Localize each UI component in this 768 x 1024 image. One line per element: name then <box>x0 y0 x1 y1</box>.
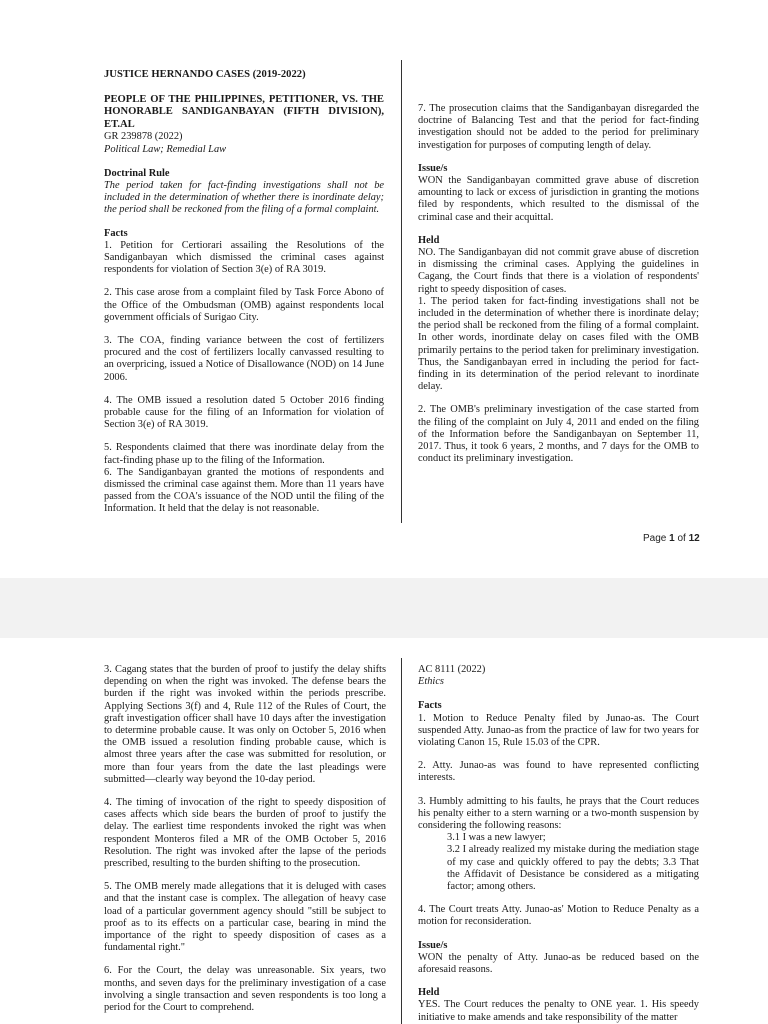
case-title: PEOPLE OF THE PHILIPPINES, PETITIONER, VS. THE HONORABLE SANDIGANBAYAN (FIFTH DIVISION), ET.AL <box>104 93 384 130</box>
page1-left-column <box>104 69 384 516</box>
issue-text: WON the penalty of Atty. Junao-as be reduced based on the aforesaid reasons. <box>418 951 699 976</box>
held-heading: Held <box>418 234 440 246</box>
fact-paragraph: 1. Petition for Certiorari assailing the Resolutions of the Sandiganbayan which dismissed the criminal cases against respondents for violation of Section 3(e) of RA 3019. <box>104 239 384 276</box>
column-divider <box>401 60 402 523</box>
fact-paragraph: 6. The Sandiganbayan granted the motions of respondents and dismissed the criminal case against them. More than 11 years have passed from the COA's issuance of the NOD until the filing of the Information. It held that the delay is not reasonable. <box>104 466 384 515</box>
fact-paragraph: 4. The Court treats Atty. Junao-as' Motion to Reduce Penalty as a motion for reconsideration. <box>418 904 699 928</box>
page-gap <box>0 578 768 638</box>
doctrinal-heading: Doctrinal Rule <box>104 167 170 179</box>
fact-paragraph: 2. This case arose from a complaint filed by Task Force Abono of the Office of the Ombudsman (OMB) against respondents local government officials of Surigao City. <box>104 287 384 323</box>
fact-paragraph: 1. Motion to Reduce Penalty filed by Junao-as. The Court suspended Atty. Junao-as from the practice of law for two years for violating Canon 15, Rule 15.03 of the CPR. <box>418 712 699 749</box>
doctrinal-text: The period taken for fact-finding investigations shall not be included in the determination of whether there is inordinate delay; the period shall be reckoned from the filing of a formal complaint. <box>104 179 384 216</box>
facts-heading: Facts <box>418 700 442 712</box>
facts-heading: Facts <box>104 227 128 239</box>
case-number: AC 8111 (2022) <box>418 664 486 675</box>
held-paragraph: 2. The OMB's preliminary investigation of the case started from the filing of the complaint on July 4, 2011 and ended on the filing of the Information before the Sandiganbayan on September 11, 2017. Thus, it took 6 years, 2 months, and 7 days for the OMB to conduct its preliminary investigation. <box>418 404 699 465</box>
issue-heading: Issue/s <box>418 162 448 174</box>
fact-paragraph: 2. Atty. Junao-as was found to have represented conflicting interests. <box>418 760 699 784</box>
held-paragraph: 1. The period taken for fact-finding investigations shall not be included in the determination of whether there is inordinate delay; the period shall be reckoned from the filing of a formal complaint. In other words, inordinate delay on cases filed with the OMB primarily pertains to the period taken for preliminary investigation. Thus, the Sandiganbayan erred in including the period for fact-finding in its determination of the period relevant to inordinate delay. <box>418 295 699 393</box>
document-page-2 <box>0 638 768 1024</box>
reason-item: 3.1 I was a new lawyer; <box>447 832 546 844</box>
held-text: YES. The Court reduces the penalty to ONE year. 1. His speedy initiative to make amends and take responsibility of the matter <box>418 999 699 1023</box>
held-paragraph: 5. The OMB merely made allegations that it is deluged with cases and that the instant case is complex. The allegation of heavy case load of a particular government agency should "still be subject to proof as to its effects on a particular case, bearing in mind the importance of the right to speedy disposition of cases as a fundamental right." <box>104 881 386 954</box>
gr-number: GR 239878 (2022) <box>104 131 183 143</box>
page-number: Page 1 of 12 <box>643 533 700 544</box>
held-paragraph: 6. For the Court, the delay was unreasonable. Six years, two months, and seven days for the preliminary investigation of a case involving a single transaction and seven respondents is too long a period for the Court to comprehend. <box>104 965 386 1014</box>
held-text: NO. The Sandiganbayan did not commit grave abuse of discretion in dismissing the criminal cases. Applying the guidelines in Cagang, the Court finds that there is a violation of respondents' right to speedy disposition of cases. <box>418 247 699 295</box>
case-subject: Ethics <box>418 676 444 688</box>
held-heading: Held <box>418 987 440 999</box>
held-paragraph: 3. Cagang states that the burden of proof to justify the delay shifts depending on when the right was invoked. The defense bears the burden if the right was invoked within the periods prescribe. Applying Sections 3(f) and 4, Rule 112 of the Rules of Court, the graft investigation officer shall have 10 days after the investigation to determine probable cause. It was only on October 5, 2016 when the OMB issued a resolution finding probable cause, which is almost three years after the case was submitted for resolution, or more than four years from the date the last pleadings were submitted—clearly way beyond the 10-day period. <box>104 664 386 785</box>
fact-paragraph: 4. The OMB issued a resolution dated 5 October 2016 finding probable cause for the filing of an Information for violation of Section 3(e) of RA 3019. <box>104 394 384 431</box>
fact-paragraph: 3. Humbly admitting to his faults, he prays that the Court reduces his penalty either to a stern warning or a two-month suspension by considering the following reasons: <box>418 795 699 832</box>
fact-paragraph: 7. The prosecution claims that the Sandiganbayan disregarded the doctrine of Balancing Test and that the period for fact-finding investigation should not be added to the period for preliminary investigation for purposes of computing length of delay. <box>418 103 699 151</box>
held-paragraph: 4. The timing of invocation of the right to speedy disposition of cases affects which side bears the burden of proof to justify the delay. The earliest time respondents invoked the right was when respondent Monteros filed a MR of the OMB October 5, 2016 Resolution. The right was invoked after the lapse of the periods prescribed, resulting to the burden shifting to the prosecution. <box>104 797 386 870</box>
issue-text: WON the Sandiganbayan committed grave abuse of discretion amounting to lack or excess of jurisdiction in granting the motions filed by respondents, which resulted to the dismissal of the criminal case and their acquittal. <box>418 175 699 223</box>
fact-paragraph: 3. The COA, finding variance between the cost of fertilizers procured and the cost of fertilizers locally canvassed resulting to an overpricing, issued a Notice of Disallowance (NOD) on 14 June 2006. <box>104 335 384 383</box>
page1-right-column <box>418 66 699 476</box>
column-divider <box>401 658 402 1024</box>
reason-item: 3.2 I already realized my mistake during the mediation stage of my case and quickly offered to pay the debts; 3.3 That the Affidavit of Desistance be considered as a mitigating factor; among others. <box>447 844 699 893</box>
fact-paragraph: 5. Respondents claimed that there was inordinate delay from the fact-finding phase up to the filing of the Information. <box>104 442 384 466</box>
collection-header: JUSTICE HERNANDO CASES (2019-2022) <box>104 69 306 80</box>
issue-heading: Issue/s <box>418 939 448 951</box>
page2-right-column <box>418 664 699 1024</box>
page2-left-column <box>104 664 386 1024</box>
case-subject: Political Law; Remedial Law <box>104 143 227 155</box>
